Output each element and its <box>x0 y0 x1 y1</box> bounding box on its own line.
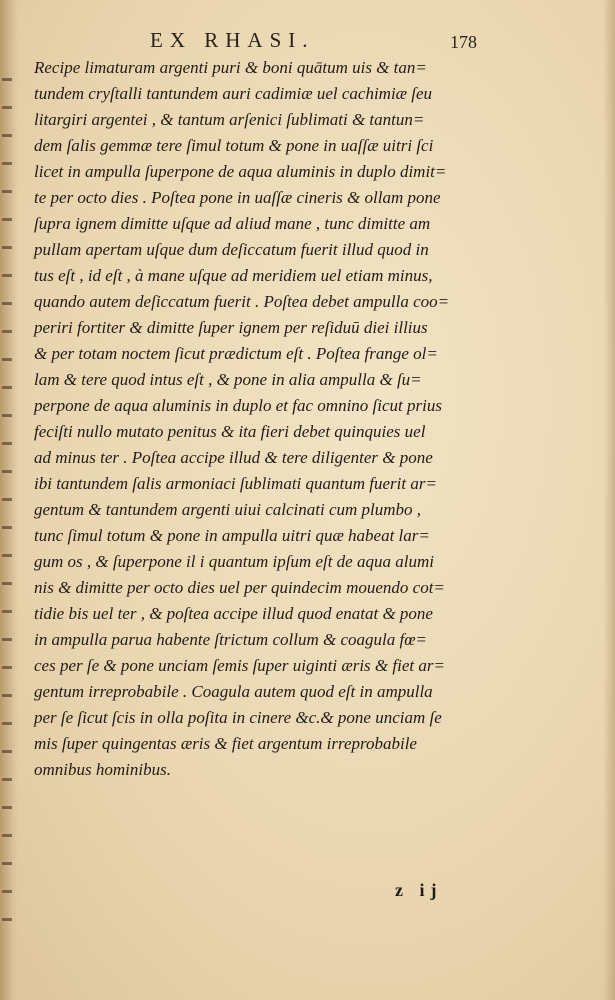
gutter-show-through <box>2 60 12 940</box>
text-line: perpone de aqua aluminis in duplo et fac omnino ſicut prius <box>34 396 442 415</box>
text-line: ad minus ter . Poſtea accipe illud & tere diligenter & pone <box>34 448 433 467</box>
text-line: Recipe limaturam argenti puri & boni quātum uis & tan= <box>34 58 427 77</box>
text-line: & per totam noctem ſicut prædictum eſt . Poſtea frange ol= <box>34 344 438 363</box>
text-line: ces per ſe & pone unciam ſemis ſuper uiginti æris & fiet ar= <box>34 656 445 675</box>
text-line: ſupra ignem dimitte uſque ad aliud mane , tunc dimitte am <box>34 214 431 233</box>
page-header <box>150 28 490 58</box>
running-title: EX RHASI. <box>150 28 315 52</box>
text-line: te per octo dies . Poſtea pone in uaſſæ cineris & ollam pone <box>34 188 441 207</box>
text-line: gentum & tantundem argenti uiui calcinati cum plumbo , <box>34 500 422 519</box>
page-edge-shadow <box>603 0 615 1000</box>
body-text <box>34 55 514 783</box>
text-line: tunc ſimul totum & pone in ampulla uitri quæ habeat lar= <box>34 526 430 545</box>
signature-mark: z ij <box>395 880 443 900</box>
text-line: litargiri argentei , & tantum arſenici ſublimati & tantun= <box>34 110 425 129</box>
text-line: licet in ampulla ſuperpone de aqua aluminis in duplo dimit= <box>34 162 447 181</box>
text-line: lam & tere quod intus eſt , & pone in alia ampulla & ſu= <box>34 370 422 389</box>
text-line: mis ſuper quingentas æris & fiet argentum irreprobabile <box>34 734 417 753</box>
text-line: nis & dimitte per octo dies uel per quindecim mouendo cot= <box>34 578 445 597</box>
text-line: periri fortiter & dimitte ſuper ignem per reſiduū diei illius <box>34 318 428 337</box>
text-line: feciſti nullo mutato penitus & ita fieri debet quinquies uel <box>34 422 426 441</box>
text-line: omnibus hominibus. <box>34 760 171 779</box>
text-line: gentum irreprobabile . Coagula autem quod eſt in ampulla <box>34 682 433 701</box>
text-line: tidie bis uel ter , & poſtea accipe illud quod enatat & pone <box>34 604 433 623</box>
binding-gutter <box>0 0 18 1000</box>
text-line: pullam apertam uſque dum deſiccatum fuerit illud quod in <box>34 240 429 259</box>
text-line: per ſe ſicut ſcis in olla poſita in cinere &c.& pone unciam ſe <box>34 708 442 727</box>
text-line: gum os , & ſuperpone il i quantum ipſum eſt de aqua alumi <box>34 552 434 571</box>
text-line: tundem cryſtalli tantundem auri cadimiæ uel cachimiæ ſeu <box>34 84 433 103</box>
page-number: 178 <box>450 32 477 52</box>
text-line: tus eſt , id eſt , à mane uſque ad meridiem uel etiam minus, <box>34 266 433 285</box>
text-line: ibi tantundem ſalis armoniaci ſublimati quantum fuerit ar= <box>34 474 437 493</box>
text-line: in ampulla parua habente ſtrictum collum & coagula fœ= <box>34 630 428 649</box>
text-line: quando autem deſiccatum fuerit . Poſtea debet ampulla coo= <box>34 292 450 311</box>
text-line: dem ſalis gemmæ tere ſimul totum & pone in uaſſæ uitri ſci <box>34 136 434 155</box>
